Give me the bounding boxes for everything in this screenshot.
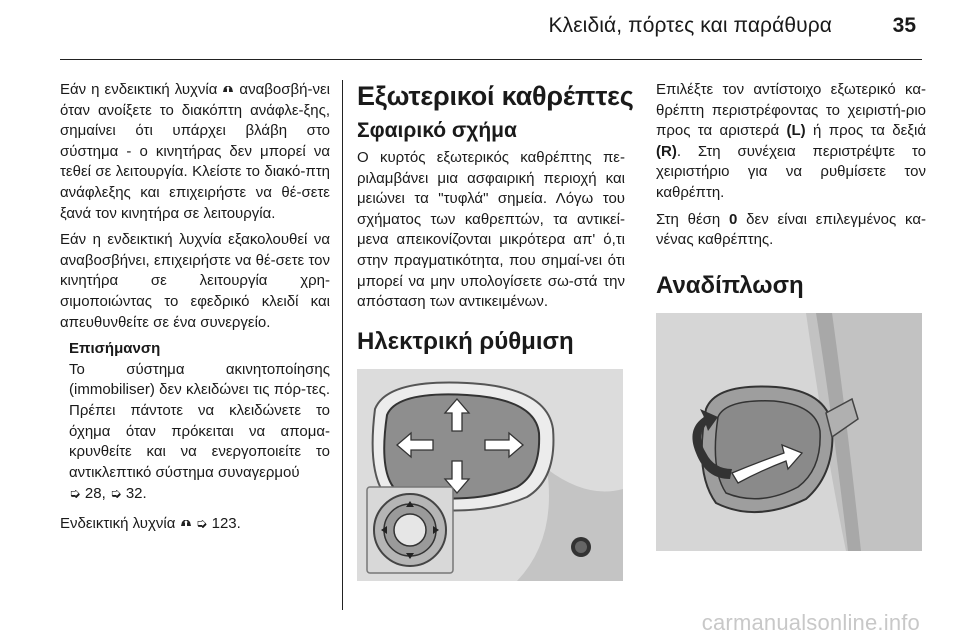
mirror-folding-illustration xyxy=(656,313,922,551)
page-reference-arrow-icon: ➭ xyxy=(69,485,81,502)
paragraph-select-mirror xyxy=(656,80,926,204)
text-fragment: Ενδεικτική λυχνία xyxy=(60,514,180,532)
page-reference[interactable]: 28, xyxy=(84,485,110,503)
column-right xyxy=(656,80,926,551)
paragraph-position-zero xyxy=(656,210,926,251)
label-right: (R) xyxy=(656,142,677,160)
page-reference-arrow-icon: ➭ xyxy=(109,485,122,502)
note-text xyxy=(69,360,330,505)
watermark: carmanualsonline.info xyxy=(701,610,920,635)
column-middle xyxy=(357,80,634,581)
label-left: (L) xyxy=(786,122,806,140)
paragraph-immobiliser-warning xyxy=(60,80,330,224)
page-reference[interactable]: 123. xyxy=(211,514,241,532)
page-reference[interactable]: 32. xyxy=(125,485,147,503)
text-fragment: αναβοσβή-νει όταν ανοίξετε το διακόπτη ανάφλε-ξης, σημαίνει ότι υπάρχει βλάβη στο σύστημα - ο κινητήρας δεν μπορεί να τεθεί σε λειτουργία. Κλείστε το διακό-πτη ανάφλεξης και επιχειρήστε να θέ-σετε ξανά τον κινητήρα σε λειτουργία. xyxy=(60,81,330,222)
page-reference-arrow-icon: ➭ xyxy=(195,514,208,531)
text-fragment: Εάν η ενδεικτική λυχνία xyxy=(60,81,223,98)
page-number: 35 xyxy=(892,14,916,37)
text-fragment: Το σύστημα ακινητοποίησης (immobiliser) δεν κλειδώνει τις πόρ-τες. Πρέπει πάντοτε να κλειδώνετε το όχημα όταν πρόκειται να απομα-κρυνθείτε και να ενεργοποιείτε το αντικλεπτικό σύστημα συναγερμού xyxy=(69,360,330,481)
label-zero: 0 xyxy=(729,210,738,228)
car-key-warning-icon xyxy=(222,83,234,95)
section-heading-electric-adjustment: Ηλεκτρική ρύθμιση xyxy=(357,327,574,355)
section-heading-folding: Αναδίπλωση xyxy=(656,271,804,299)
section-heading-exterior-mirrors: Εξωτερικοί καθρέπτες xyxy=(357,81,634,111)
page-header-title: Κλειδιά, πόρτες και παράθυρα xyxy=(548,14,832,37)
note-block xyxy=(60,339,330,505)
header-divider xyxy=(60,59,922,60)
text-fragment: ή προς τα δεξιά xyxy=(805,122,927,140)
column-left xyxy=(60,80,330,540)
mirror-adjustment-illustration xyxy=(357,369,623,581)
paragraph-convex-mirror: Ο κυρτός εξωτερικός καθρέπτης πε-ριλαμβάνει μια ασφαιρική περιοχή και μειώνει τα "τυφλά" σημεία. Λόγω του σχήματος των καθρεπτών, τα αντικεί-μενα απεικονίζονται μικρότερα απ' ό,τι στην πραγματικότητα, που σημαί-νει ότι μπορεί να μην υπολογίσετε σω-στά την απόσταση των αντικειμένων. xyxy=(357,149,625,311)
column-divider xyxy=(342,80,343,610)
text-fragment: Επιλέξτε τον αντίστοιχο εξωτερικό κα-θρέπτη περιστρέφοντας το χειριστή-ριο προς τα αριστερά xyxy=(656,81,926,140)
note-title: Επισήμανση xyxy=(69,340,161,358)
page-header xyxy=(0,0,960,62)
paragraph-indicator-ref xyxy=(60,513,330,535)
text-fragment: . Στη συνέχεια περιστρέψτε το χειριστήριο για να ρυθμίσετε τον καθρέπτη. xyxy=(656,142,926,201)
text-fragment: Στη θέση xyxy=(656,210,730,228)
car-key-warning-icon xyxy=(180,517,192,529)
text-fragment: δεν είναι επιλεγμένος κα-νένας καθρέπτης. xyxy=(656,210,927,249)
subheading-convex-shape: Σφαιρικό σχήμα xyxy=(357,119,517,142)
paragraph-spare-key: Εάν η ενδεικτική λυχνία εξακολουθεί να αναβοσβήνει, επιχειρήστε να θέ-σετε τον κινητήρα σε λειτουργία χρη-σιμοποιώντας το εφεδρικό κλειδί και απευθυνθείτε σε ένα συνεργείο. xyxy=(60,231,330,331)
